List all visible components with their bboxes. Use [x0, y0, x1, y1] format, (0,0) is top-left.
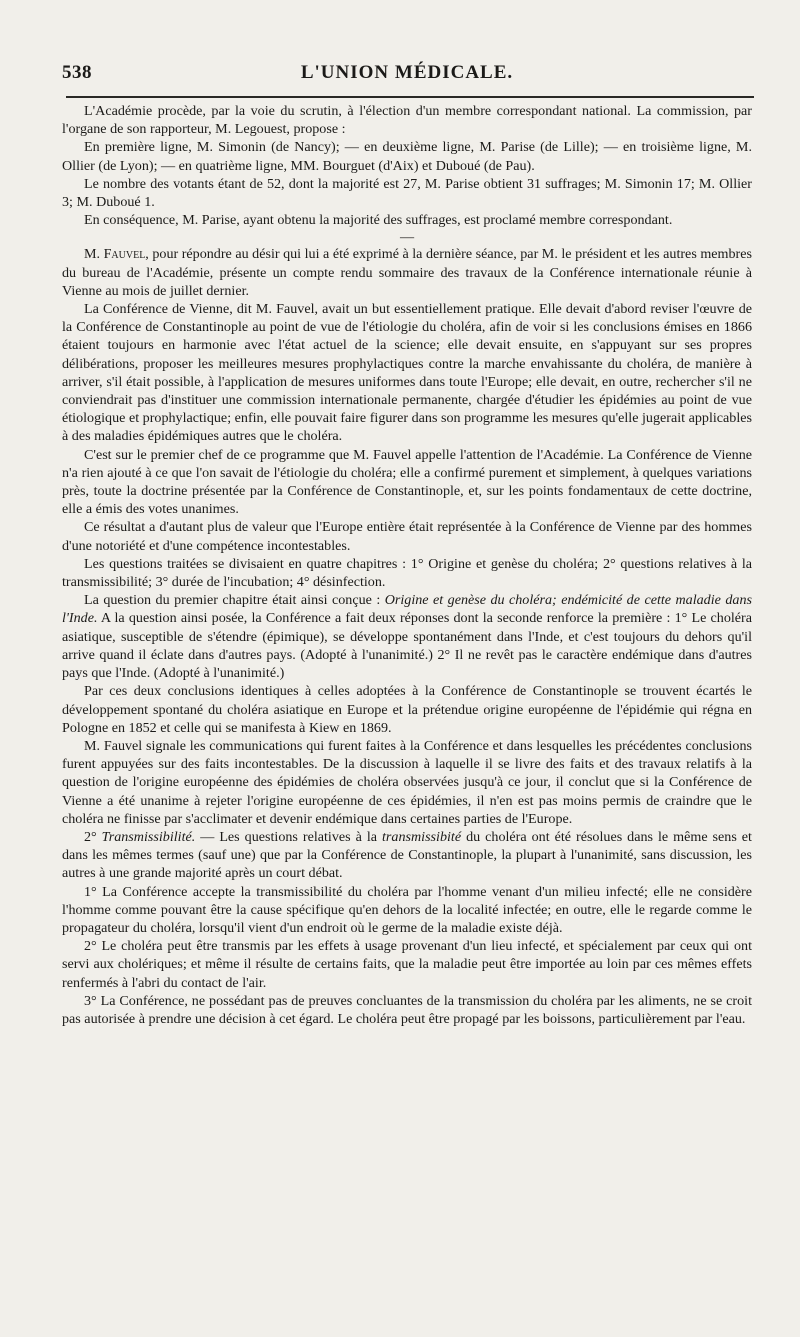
- transmissibility-number: 2°: [84, 828, 102, 845]
- paragraph-chapters: Les questions traitées se divisaient en quatre chapitres : 1° Origine et genèse du choléra; 2° questions relatives à la transmissibilité; 3° durée de l'incubation; 4° désinfection.: [62, 555, 752, 591]
- paragraph-origin-question: [62, 591, 752, 682]
- paragraph-proclamation: En conséquence, M. Parise, ayant obtenu la majorité des suffrages, est proclamé membre correspondant.: [84, 212, 673, 229]
- paragraph-point-1: 1° La Conférence accepte la transmissibilité du choléra par l'homme venant d'un milieu infecté; elle ne considère l'homme comme pouvant être la cause spécifique qu'en dehors de la localité infectée; en outre, elle le regarde comme le propagateur du choléra, lorsqu'il vient d'un endroit où le germe de la maladie existe déjà.: [62, 883, 752, 936]
- paragraph-fauvel-intro: [62, 245, 752, 300]
- transmissibility-text: du choléra ont été résolues dans le même sens et dans les mêmes termes (sauf une) que par la Conférence de Constantinople, la plupart à l'unanimité, sans discussion, les autres à une grande majorité après un court débat.: [62, 828, 752, 882]
- running-title: L'UNION MÉDICALE.: [300, 62, 514, 83]
- paragraph-candidates: En première ligne, M. Simonin (de Nancy); — en deuxième ligne, M. Parise (de Lille); — en troisième ligne, M. Ollier (de Lyon); — en quatrième ligne, MM. Bourguet (d'Aix) et Duboué (de Pau).: [62, 139, 752, 174]
- paragraph-conference-goals: La Conférence de Vienne, dit M. Fauvel, avait un but essentiellement pratique. Elle devait d'abord reviser l'œuvre de la Conférence de Constantinople au point de vue de l'étiologie du choléra, afin de voir si les conclusions émises en 1866 étaient toujours en harmonie avec l'état actuel de la science; elle devait ensuite, en s'appuyant sur ses propres délibérations, proposer les meilleures mesures prophylactiques contre la marche envahissante du choléra, de manière à arriver, s'il était possible, à l'application de mesures uniformes dans toute l'Europe; elle devait, en outre, rechercher s'il ne conviendrait pas d'instituer une commission internationale permanente, chargée d'étudier les épidémies au point de vue étiologique et prophylactique; enfin, elle pouvait faire figurer dans son programme les mesures qu'elle jugerait applicables à des maladies épidémiques autres que le choléra.: [62, 301, 752, 445]
- article-body: [62, 102, 752, 1028]
- paragraph-communications: M. Fauvel signale les communications qui furent faites à la Conférence et dans lesquelles les précédentes conclusions furent appuyées sur des faits incontestables. De la discussion à laquelle il se livre des faits et des travaux relatifs à la question de l'origine européenne des épidémies de choléra observées jusqu'à ce jour, il conclut que si la Conférence de Vienne a été unanime à rejeter l'origine européenne de ces épidémies, il n'en est pas moins permis de craindre que le choléra ne finisse par s'acclimater et devenir endémique dans certaines parties de l'Europe.: [62, 737, 752, 827]
- origin-question-lead: La question du premier chapitre était ainsi conçue :: [84, 592, 385, 609]
- transmissibility-heading: Transmissibilité.: [101, 828, 196, 845]
- transmissibility-term: transmissibité: [382, 828, 462, 845]
- section-separator: —: [399, 229, 415, 246]
- paragraph-conclusions: Par ces deux conclusions identiques à celles adoptées à la Conférence de Constantinople se trouvent écartés le développement spontané du choléra asiatique en Europe et la prétendue origine européenne de l'épidémie qui régna en Pologne en 1852 et celle qui se manifesta à Kiew en 1869.: [62, 683, 752, 736]
- paragraph-vote-count: Le nombre des votants étant de 52, dont la majorité est 27, M. Parise obtient 31 suffrages; M. Simonin 17; M. Ollier 3; M. Duboué 1.: [62, 175, 752, 211]
- paragraph-fauvel-intro-text: pour répondre au désir qui lui a été exprimé à la dernière séance, par M. le président et les autres membres du bureau de l'Académie, présente un compte rendu sommaire des travaux de la Conférence internationale réunie à Vienne au mois de juillet dernier.: [62, 246, 752, 299]
- header-rule: [66, 96, 754, 98]
- origin-question-title: Origine et genèse du choléra; endémicité de cette maladie dans l'Inde.: [62, 592, 752, 627]
- transmissibility-lead: — Les questions relatives à la: [195, 828, 382, 845]
- paragraph-election: L'Académie procède, par la voie du scrutin, à l'élection d'un membre correspondant national. La commission, par l'organe de son rapporteur, M. Legouest, propose :: [62, 103, 752, 138]
- paragraph-result-value: Ce résultat a d'autant plus de valeur que l'Europe entière était représentée à la Conférence de Vienne par des hommes d'une notoriété et d'une compétence incontestables.: [62, 519, 752, 554]
- page-header: [62, 58, 752, 88]
- paragraph-point-2: 2° Le choléra peut être transmis par les effets à usage provenant d'un lieu infecté, et spécialement par ceux qui ont servi aux cholériques; et même il résulte de certains faits, que la maladie peut être importée au loin par ces mêmes effets renfermés à l'abri du contact de l'air.: [62, 938, 752, 991]
- speaker-name: M. Fauvel,: [84, 246, 149, 263]
- paragraph-first-chapter: C'est sur le premier chef de ce programme que M. Fauvel appelle l'attention de l'Académie. La Conférence de Vienne n'a rien ajouté à ce que l'on savait de l'étiologie du choléra; elle a confirmé purement et simplement, à quelques variations près, toute la doctrine présentée par la Conférence de Constantinople, et, sur les points fondamentaux de cette doctrine, elle a émis des votes unanimes.: [62, 446, 752, 518]
- page-number: 538: [62, 62, 92, 83]
- paragraph-transmissibility: [62, 828, 752, 883]
- origin-question-answers: A la question ainsi posée, la Conférence a fait deux réponses dont la seconde renforce la première : 1° Le choléra asiatique, susceptible de s'étendre (épimique), se développe spontanément dans l'Inde, et c'est toujours du dehors qu'il arrive quand il éclate dans d'autres pays. (Adopté à l'unanimité.) 2° Il ne revêt pas le caractère endémique dans d'autres pays que l'Inde. (Adopté à l'unanimité.): [62, 610, 752, 682]
- paragraph-point-3: 3° La Conférence, ne possédant pas de preuves concluantes de la transmission du choléra par les aliments, ne se croit pas autorisée à prendre une décision à cet égard. Le choléra peut être propagé par les boissons, particulièrement par l'eau.: [62, 992, 752, 1027]
